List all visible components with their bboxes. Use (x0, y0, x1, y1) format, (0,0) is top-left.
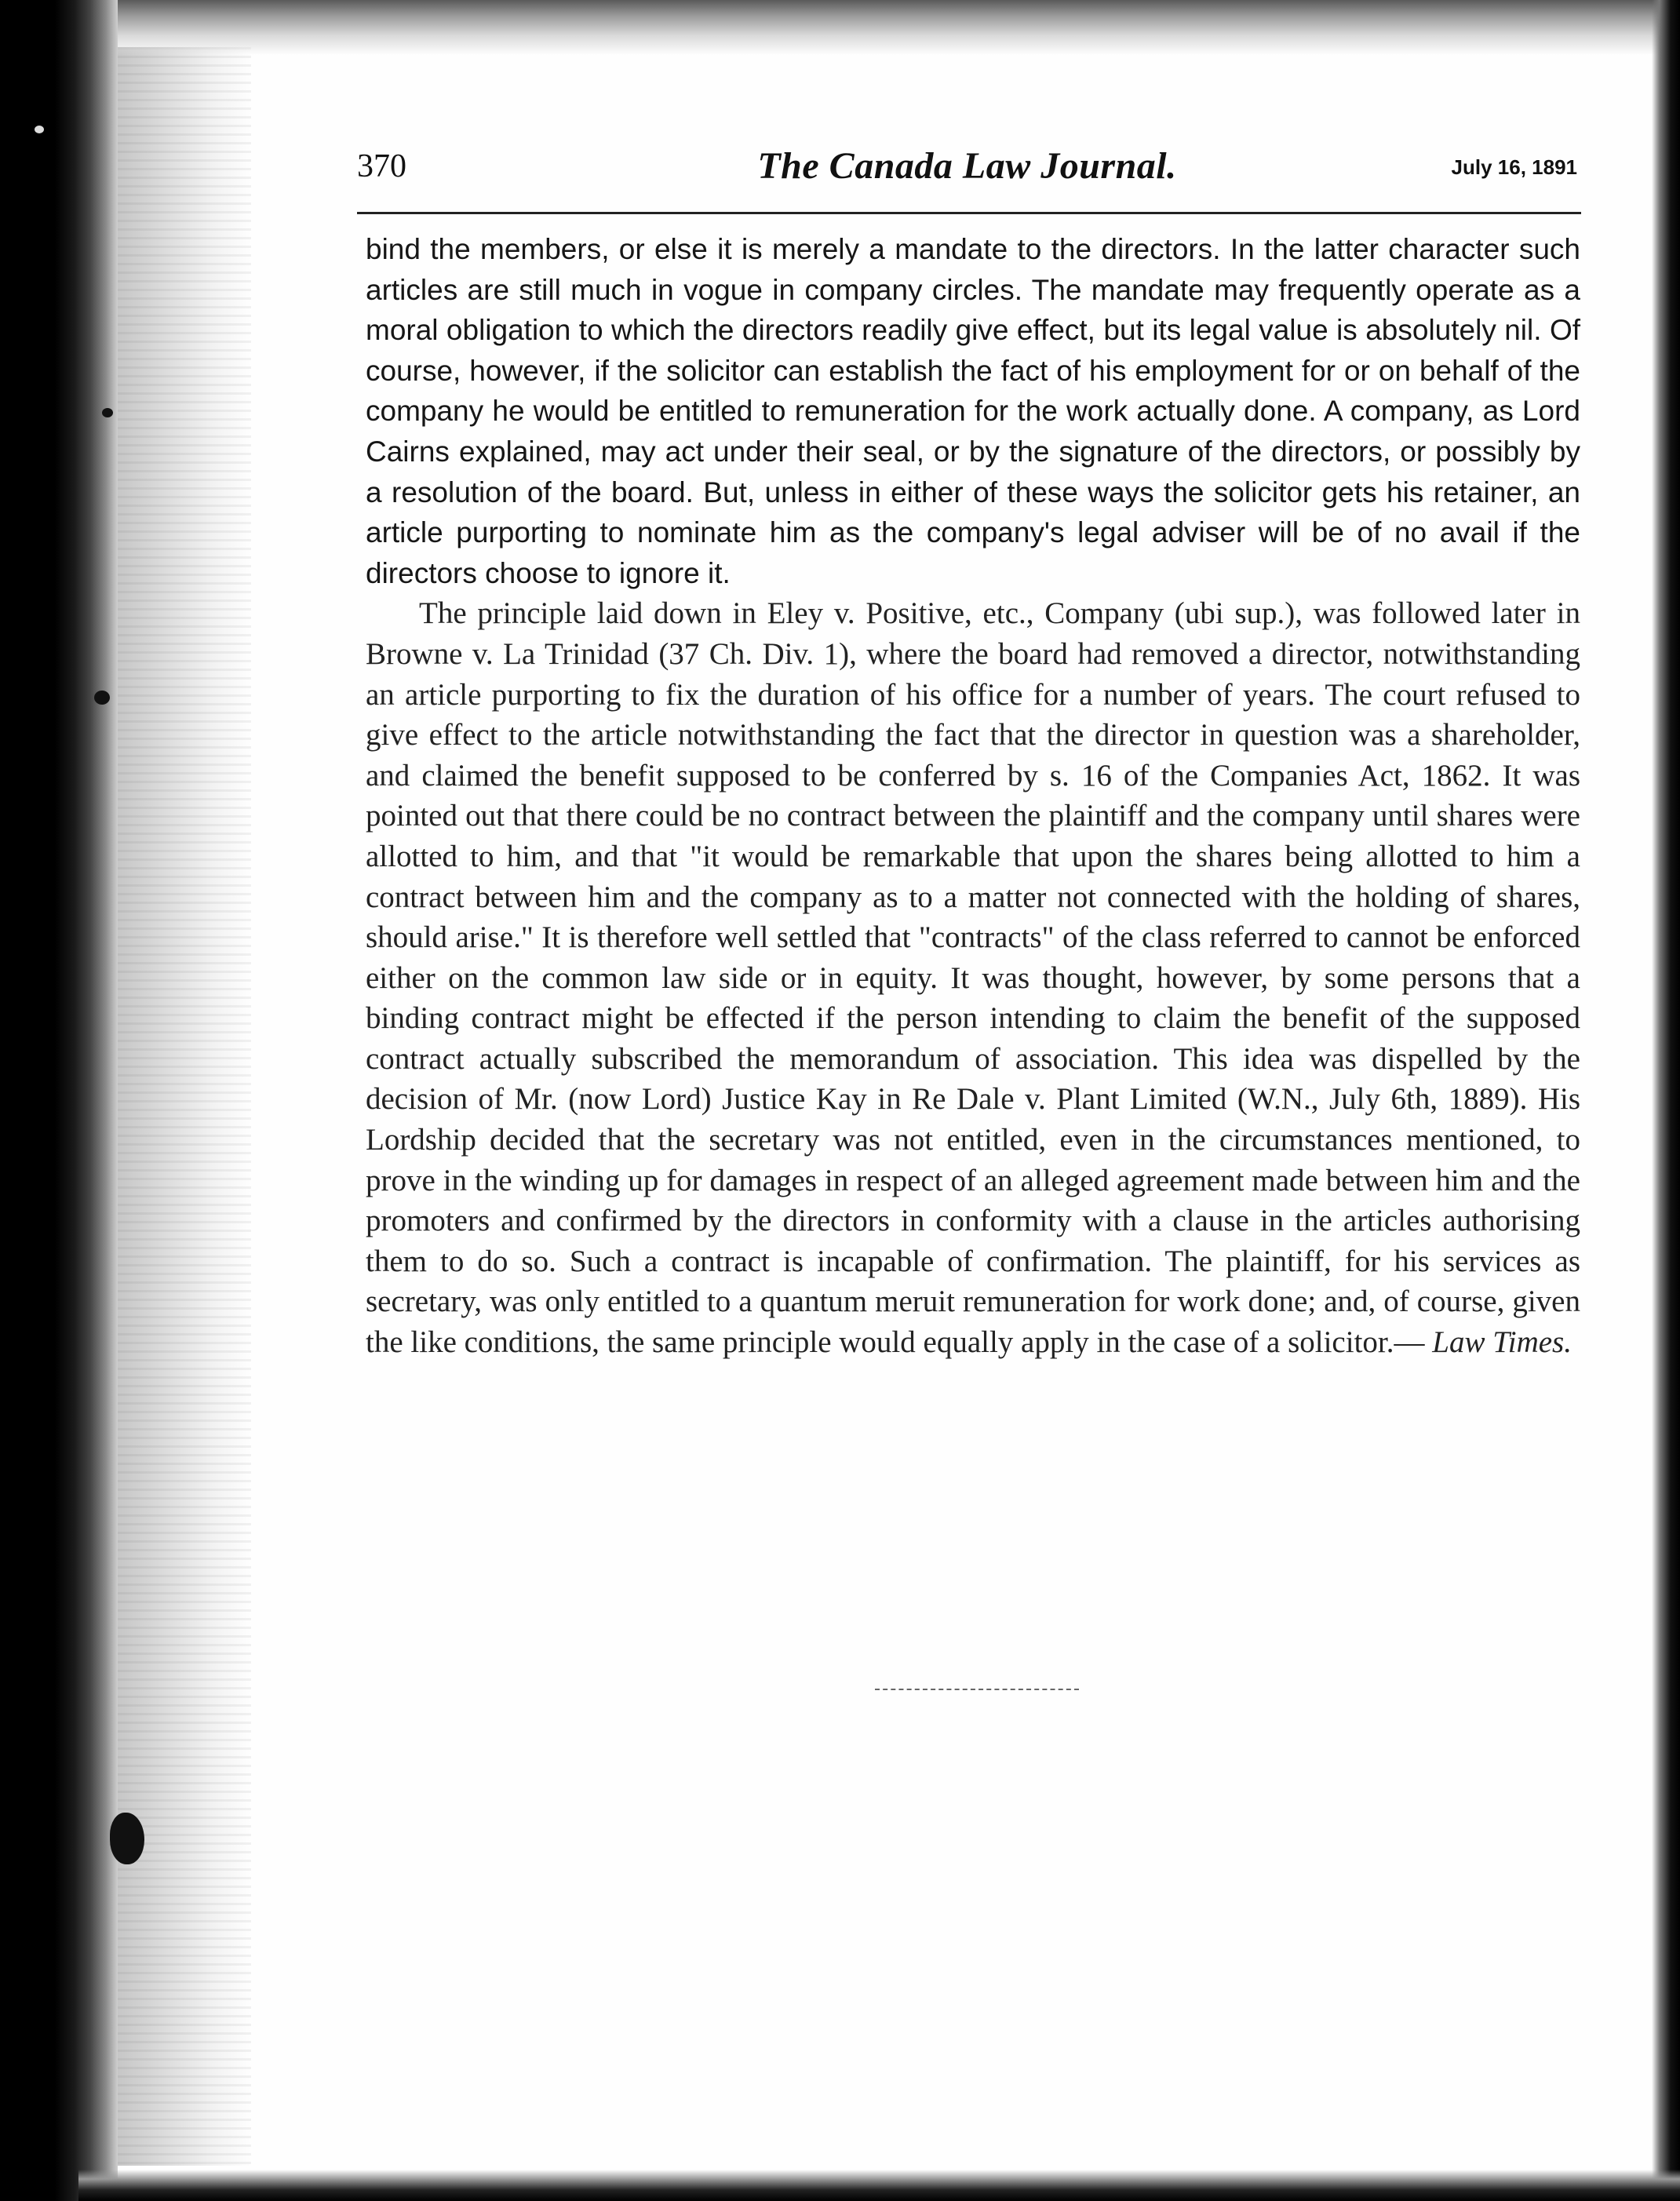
paragraph-2 (366, 593, 1580, 1362)
ink-blot (110, 1813, 144, 1864)
paragraph-2-text: The principle laid down in Eley v. Positive, etc., Company (ubi sup.), was followed later in Browne v. La Trinidad (37 Ch. Div. 1), where the board had removed a director, notwithstanding an article purporting to fix the duration of his office for a number of years. The court refused to give effect to the article notwithstanding the fact that the director in question was a shareholder, and claimed the benefit supposed to be conferred by s. 16 of the Companies Act, 1862. It was pointed out that there could be no contract between the plaintiff and the company until shares were allotted to him, and that "it would be remarkable that upon the shares being allotted to him a contract between him and the company as to a matter not connected with the holding of shares, should arise." It is therefore well settled that "contracts" of the class referred to cannot be enforced either on the common law side or in equity. It was thought, however, by some persons that a binding contract might be effected if the person intending to claim the benefit of the supposed contract actually subscribed the memorandum of association. This idea was dispelled by the decision of Mr. (now Lord) Justice Kay in Re Dale v. Plant Limited (W.N., July 6th, 1889). His Lordship decided that the secretary was not entitled, even in the circumstances mentioned, to prove in the winding up for damages in respect of an alleged agreement made between him and the promoters and confirmed by the directors in conformity with a clause in the articles authorising them to do so. Such a contract is incapable of confirmation. The plaintiff, for his services as secretary, was only entitled to a quantum meruit remuneration for work done; and, of course, given the like conditions, the same principle would equally apply in the case of a solicitor.— (366, 596, 1580, 1360)
issue-date: July 16, 1891 (1451, 155, 1577, 179)
bottom-scan-edge (78, 2170, 1680, 2201)
binding-shadow (0, 0, 118, 2201)
ink-blot (94, 691, 110, 705)
paper-speck (35, 126, 44, 133)
top-scan-edge (118, 0, 1680, 55)
paragraph-1: bind the members, or else it is merely a mandate to the directors. In the latter character such articles are still much in vogue in company circles. The mandate may frequently operate as a moral obligation to which the directors readily give effect, but its legal value is absolutely nil. Of course, however, if the solicitor can establish the fact of his employment for or on behalf of the company he would be entitled to remuneration for the work actually done. A company, as Lord Cairns explained, may act under their seal, or by the signature of the directors, or possibly by a resolution of the board. But, unless in either of these ways the solicitor gets his retainer, an article purporting to nominate him as the company's legal adviser will be of no avail if the directors choose to ignore it. (366, 233, 1580, 589)
running-header (357, 145, 1577, 198)
page-number: 370 (357, 148, 406, 184)
ink-blot (102, 408, 113, 417)
closing-rule (875, 1689, 1079, 1690)
article-body (366, 229, 1580, 1363)
source-citation: Law Times. (1432, 1325, 1572, 1360)
journal-title: The Canada Law Journal. (757, 145, 1177, 187)
right-scan-edge (1652, 0, 1680, 2201)
header-rule (357, 212, 1581, 214)
